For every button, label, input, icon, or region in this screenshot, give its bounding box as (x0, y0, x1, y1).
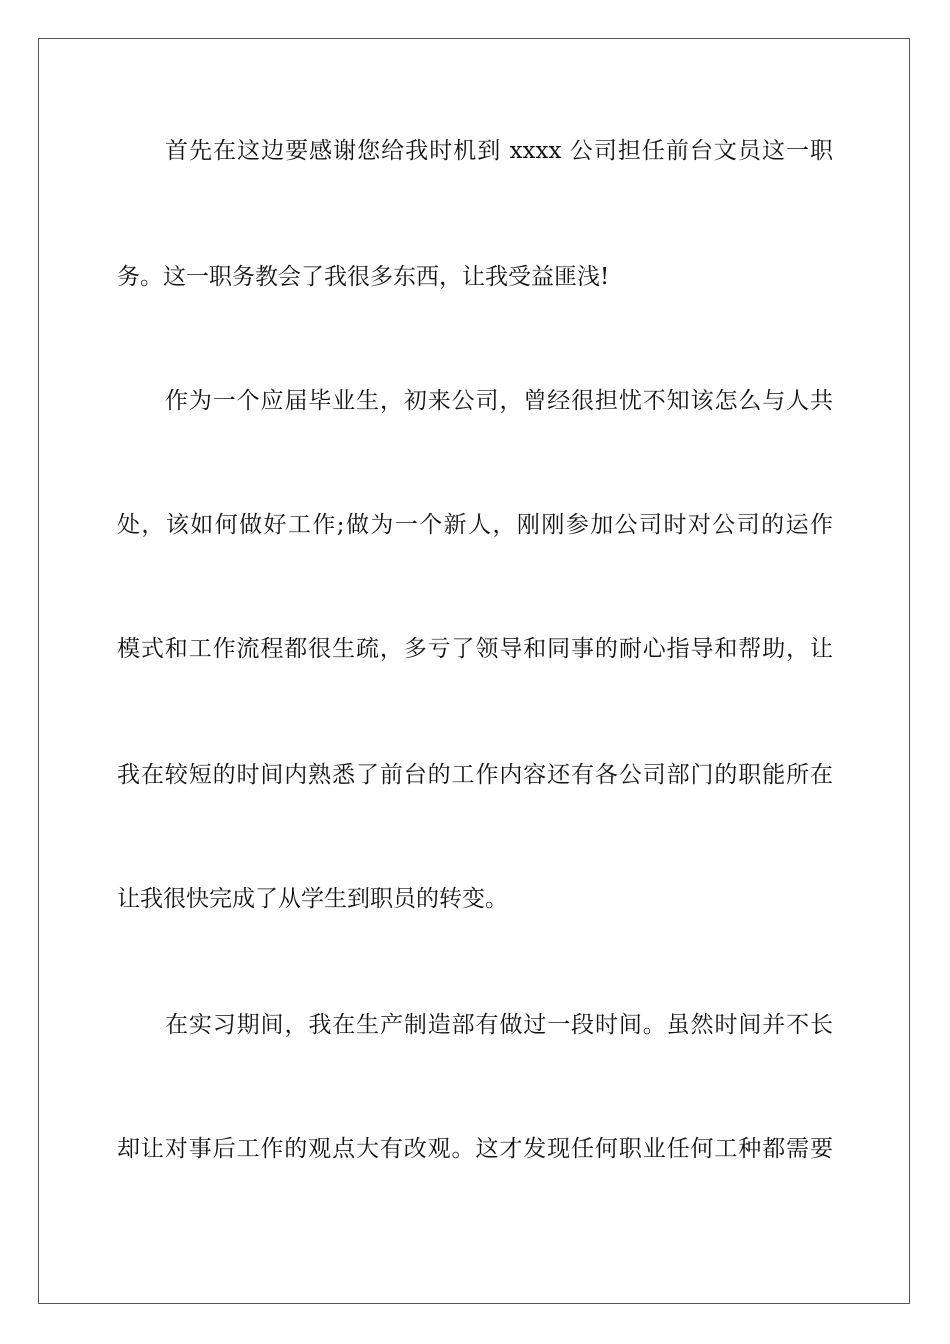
paragraph-2-line-4: 我在较短的时间内熟悉了前台的工作内容还有各公司部门的职能所在 (117, 762, 833, 788)
paragraph-3-line-1: 在实习期间，我在生产制造部有做过一段时间。虽然时间并不长 (165, 1012, 833, 1038)
paragraph-2-line-5: 让我很快完成了从学生到职员的转变。 (117, 886, 508, 912)
page-border (38, 38, 910, 1304)
paragraph-3-line-2: 却让对事后工作的观点大有改观。这才发现任何职业任何工种都需要 (117, 1136, 833, 1162)
paragraph-1-line-1: 首先在这边要感谢您给我时机到 xxxx 公司担任前台文员这一职 (165, 138, 833, 164)
paragraph-1-line-2: 务。这一职务教会了我很多东西，让我受益匪浅! (117, 264, 610, 290)
paragraph-2-line-1: 作为一个应届毕业生，初来公司，曾经很担忧不知该怎么与人共 (165, 388, 833, 414)
paragraph-2-line-2: 处，该如何做好工作;做为一个新人，刚刚参加公司时对公司的运作 (117, 512, 833, 538)
paragraph-2-line-3: 模式和工作流程都很生疏，多亏了领导和同事的耐心指导和帮助，让 (117, 636, 833, 662)
